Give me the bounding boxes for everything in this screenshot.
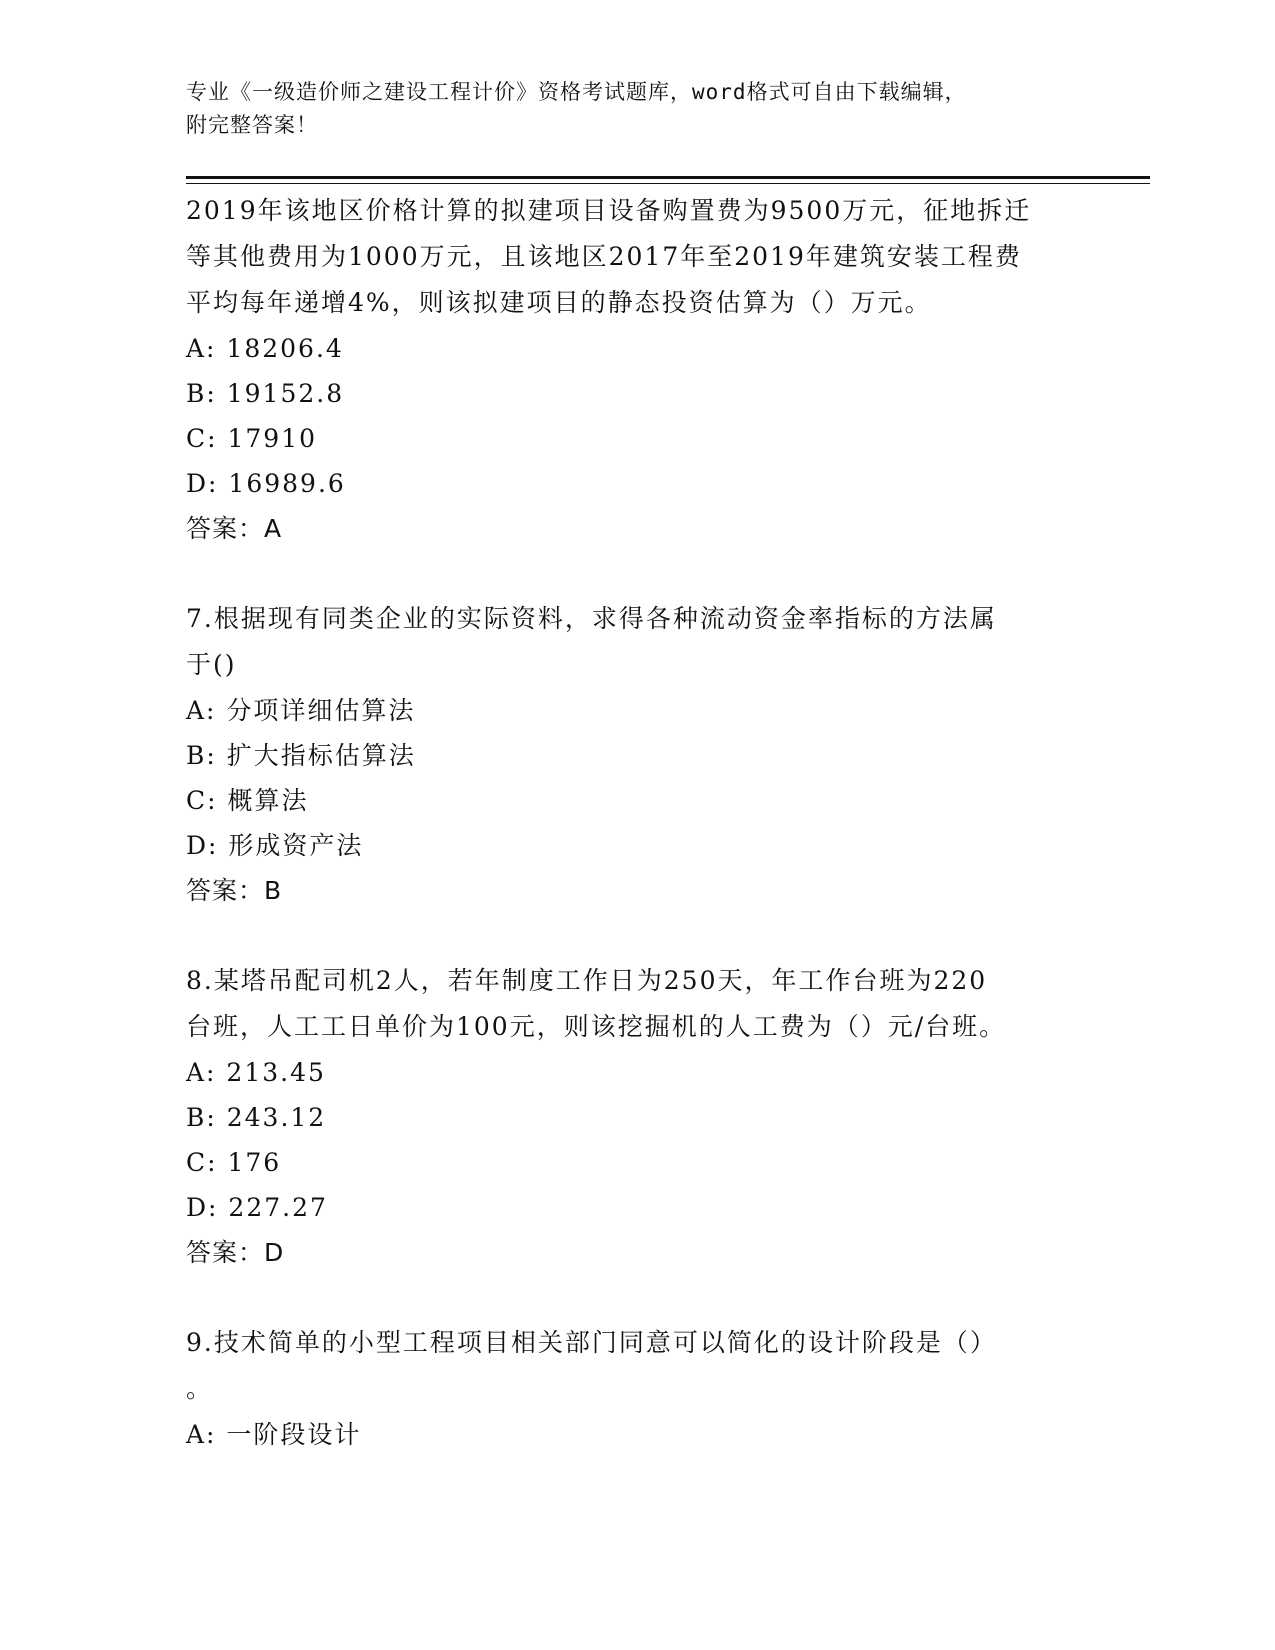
question-9-line-2: 。 xyxy=(186,1374,214,1403)
question-7-option-c: C: 概算法 xyxy=(186,786,309,815)
question-9-line-1: 9.技术简单的小型工程项目相关部门同意可以简化的设计阶段是（） xyxy=(186,1328,997,1357)
question-7-line-2: 于() xyxy=(186,650,237,679)
header-rule-thin xyxy=(186,183,1150,184)
header-line-1: 专业《一级造价师之建设工程计价》资格考试题库，word格式可自由下载编辑， xyxy=(186,80,967,104)
question-9 xyxy=(186,1320,1086,1457)
header-rule-thick xyxy=(186,176,1150,179)
question-8 xyxy=(186,958,1086,1276)
question-6-line-2: 等其他费用为1000万元，且该地区2017年至2019年建筑安装工程费 xyxy=(186,242,1022,271)
question-9-option-a: A: 一阶段设计 xyxy=(186,1420,362,1449)
question-7-line-1: 7.根据现有同类企业的实际资料，求得各种流动资金率指标的方法属 xyxy=(186,604,997,633)
question-7-option-a: A: 分项详细估算法 xyxy=(186,696,416,725)
question-8-option-d: D: 227.27 xyxy=(186,1193,328,1222)
spacer xyxy=(186,914,1086,958)
question-6-option-a: A: 18206.4 xyxy=(186,334,344,363)
question-8-option-c: C: 176 xyxy=(186,1148,282,1177)
question-6 xyxy=(186,188,1086,552)
question-6-line-3: 平均每年递增4%，则该拟建项目的静态投资估算为（）万元。 xyxy=(186,288,932,317)
question-8-answer: 答案：D xyxy=(186,1238,285,1267)
spacer xyxy=(186,552,1086,596)
question-6-answer: 答案：A xyxy=(186,514,283,543)
question-6-option-b: B: 19152.8 xyxy=(186,379,345,408)
question-7-option-d: D: 形成资产法 xyxy=(186,831,364,860)
spacer xyxy=(186,1276,1086,1320)
question-6-option-c: C: 17910 xyxy=(186,424,318,453)
question-8-line-2: 台班，人工工日单价为100元，则该挖掘机的人工费为（）元/台班。 xyxy=(186,1012,1007,1041)
question-7-answer: 答案：B xyxy=(186,876,283,905)
question-8-line-1: 8.某塔吊配司机2人，若年制度工作日为250天，年工作台班为220 xyxy=(186,966,988,995)
header-line-2: 附完整答案！ xyxy=(186,113,318,137)
question-8-option-a: A: 213.45 xyxy=(186,1058,326,1087)
question-6-line-1: 2019年该地区价格计算的拟建项目设备购置费为9500万元，征地拆迁 xyxy=(186,196,1032,225)
question-6-option-d: D: 16989.6 xyxy=(186,469,346,498)
question-7 xyxy=(186,596,1086,914)
question-7-option-b: B: 扩大指标估算法 xyxy=(186,741,416,770)
question-list xyxy=(186,188,1086,1457)
question-8-option-b: B: 243.12 xyxy=(186,1103,327,1132)
document-header xyxy=(186,76,1066,142)
